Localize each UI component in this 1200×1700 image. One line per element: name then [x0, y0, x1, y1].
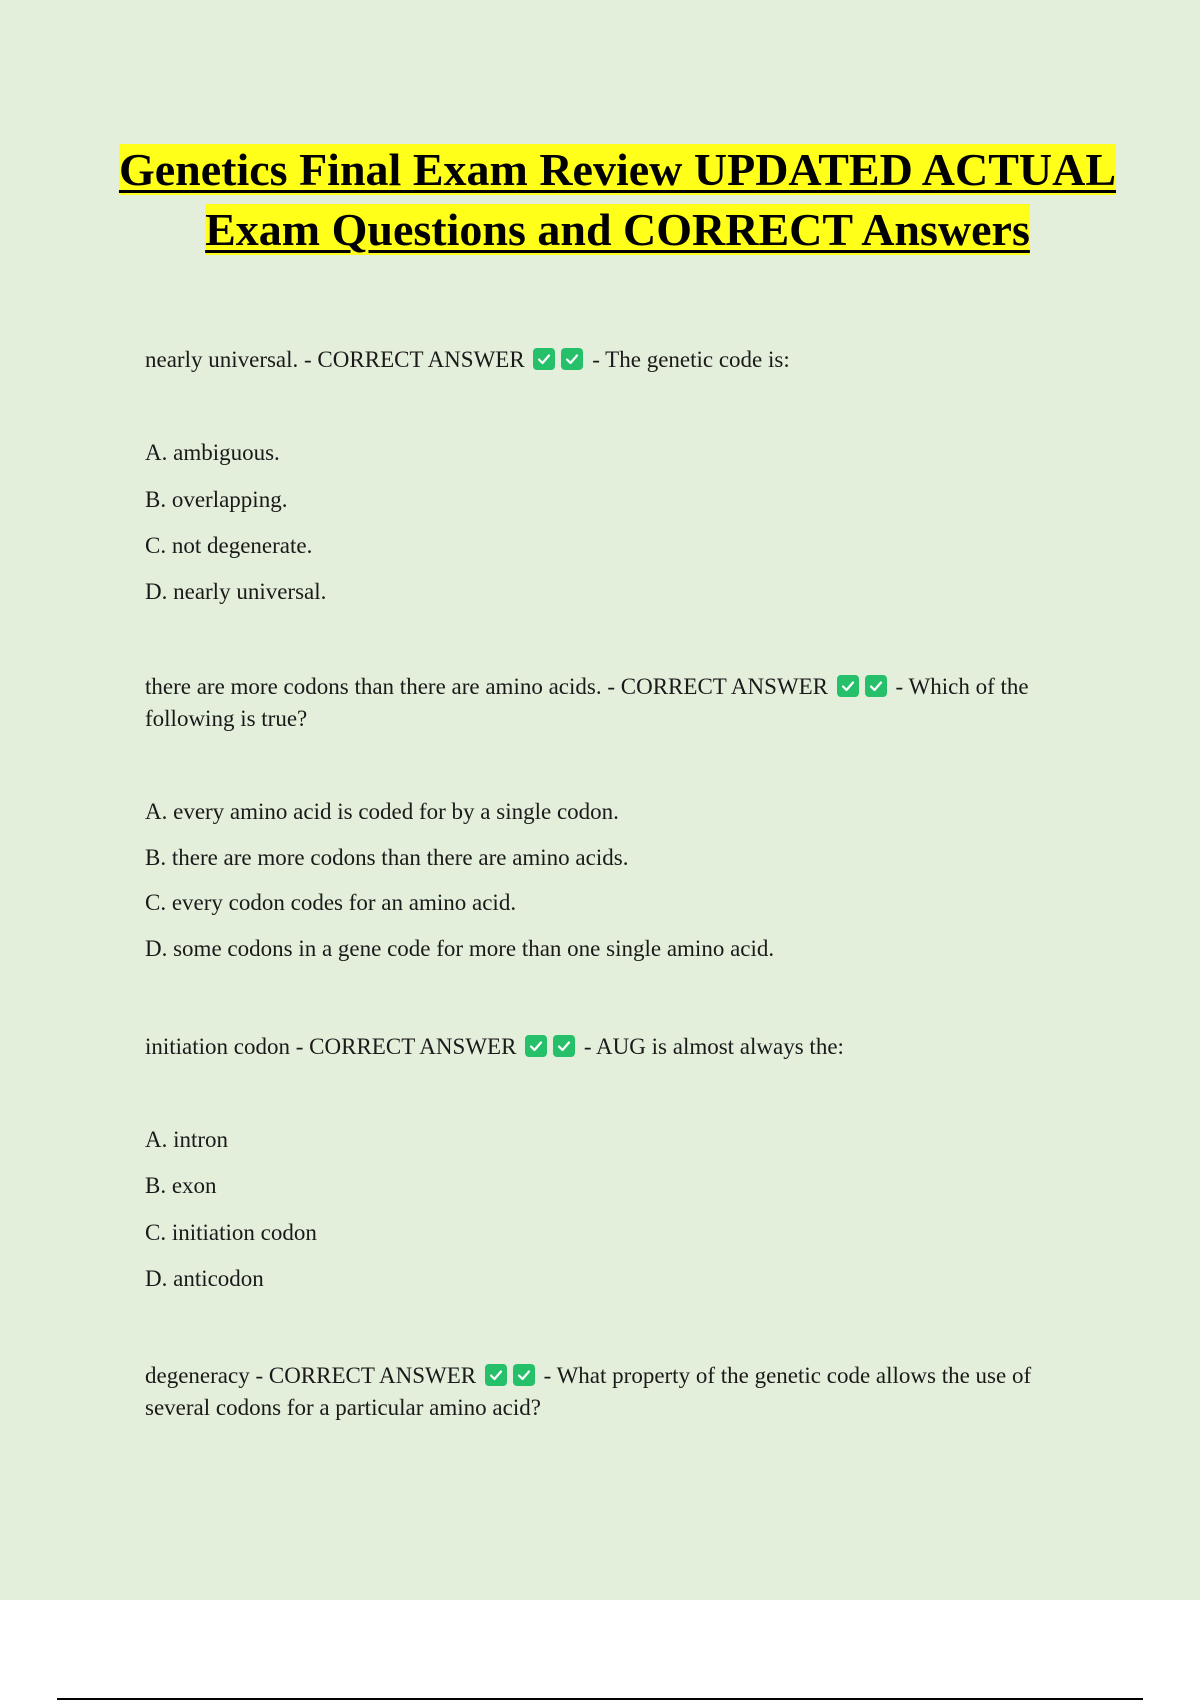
question-text: - AUG is almost always the:: [583, 1034, 844, 1059]
check-mark-icon: [561, 348, 583, 370]
answer-text: there are more codons than there are amino acids. - CORRECT ANSWER: [145, 674, 829, 699]
option: D. anticodon: [145, 1266, 264, 1291]
question-text: - Which of the following is true?: [145, 674, 1029, 731]
option: C. initiation codon: [145, 1220, 317, 1245]
question-1: [145, 344, 1085, 376]
answer-text: nearly universal. - CORRECT ANSWER: [145, 347, 525, 372]
option: B. overlapping.: [145, 487, 288, 512]
option: D. nearly universal.: [145, 579, 327, 604]
question-3: [145, 1031, 1085, 1063]
option: A. every amino acid is coded for by a single codon.: [145, 799, 619, 824]
answer-text: degeneracy - CORRECT ANSWER: [145, 1363, 477, 1388]
check-mark-icon: [513, 1364, 535, 1386]
option: A. ambiguous.: [145, 440, 280, 465]
option: D. some codons in a gene code for more than one single amino acid.: [145, 936, 775, 961]
check-mark-icon: [485, 1364, 507, 1386]
question-text: - What property of the genetic code allows the use of several codons for a particular amino acid?: [145, 1363, 1032, 1420]
check-mark-icon: [525, 1035, 547, 1057]
option: B. there are more codons than there are amino acids.: [145, 845, 629, 870]
document-title: [60, 140, 1175, 260]
answer-text: initiation codon - CORRECT ANSWER: [145, 1034, 517, 1059]
check-mark-icon: [553, 1035, 575, 1057]
option: B. exon: [145, 1173, 217, 1198]
title-text: Genetics Final Exam Review UPDATED ACTUAL Exam Questions and CORRECT Answers: [118, 144, 1117, 255]
option: C. every codon codes for an amino acid.: [145, 890, 517, 915]
question-4: [145, 1360, 1085, 1424]
check-mark-icon: [837, 675, 859, 697]
question-2: [145, 671, 1085, 735]
check-mark-icon: [865, 675, 887, 697]
option: A. intron: [145, 1127, 229, 1152]
option: C. not degenerate.: [145, 533, 313, 558]
check-mark-icon: [533, 348, 555, 370]
question-text: - The genetic code is:: [592, 347, 790, 372]
